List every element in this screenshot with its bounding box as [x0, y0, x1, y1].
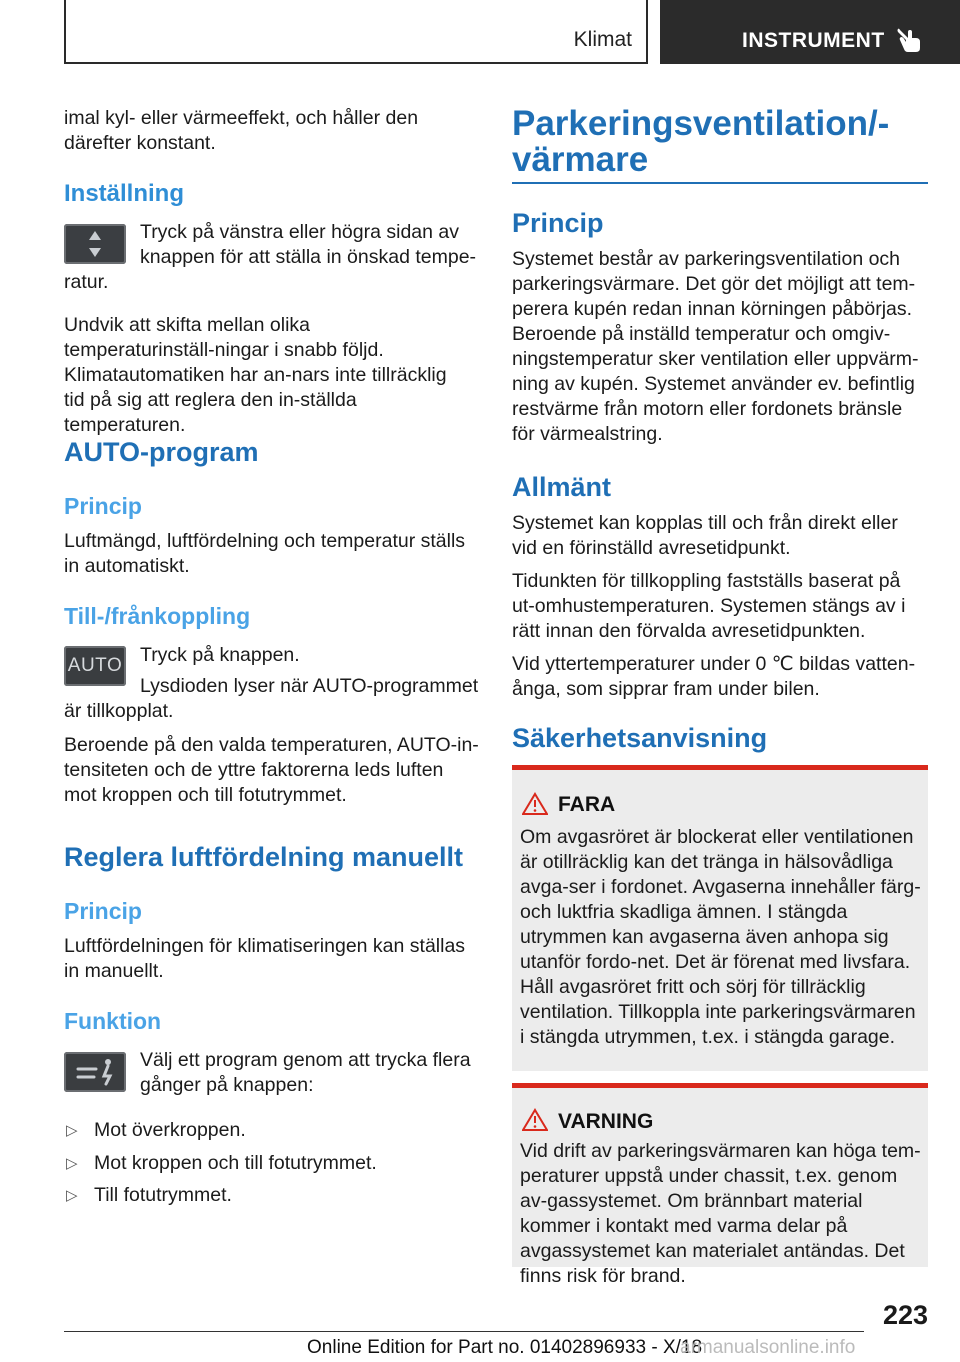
- air-distribution-button: [64, 1052, 126, 1092]
- intro-text: imal kyl- eller värmeeffekt, och håller den därefter konstant.: [64, 107, 419, 154]
- princip-heading-2: Princip: [64, 898, 142, 924]
- princip-text-1: Luftmängd, luftfördelning och temperatur ställs in automatiskt.: [64, 530, 466, 577]
- allmant-heading: Allmänt: [512, 472, 612, 502]
- funktion-heading: Funktion: [64, 1008, 162, 1034]
- princip-heading-right: Princip: [512, 208, 604, 238]
- warning-triangle-icon: [522, 1108, 548, 1132]
- allmant-p3: Vid yttertemperaturer under 0 ℃ bildas vatten-ånga, som sipprar fram under bilen.: [512, 653, 916, 700]
- princip-text-right: Systemet består av parkeringsventilation och parkeringsvärmare. Det gör det möjligt att tem-perera kupén redan innan körningen påbörjas. Beroende på inställd temperatur och omgiv-ningstemperatur sker ventilation eller uppvärm-ning av kupén. Systemet använder ev. befintlig restvärme från motorn eller fordonets bränsle för värmealstring.: [512, 248, 919, 445]
- list-item: Mot kroppen och till fotutrymmet.: [94, 1152, 377, 1174]
- installning-line-1: Tryck på vänstra eller högra sidan av: [140, 221, 460, 243]
- till-text-2a: Lysdioden lyser när AUTO-programmet: [140, 675, 479, 697]
- header-section-title: Klimat: [573, 28, 632, 51]
- warning-bar: [512, 1083, 928, 1088]
- main-title-line-1: Parkeringsventilation/-: [512, 104, 890, 143]
- princip-heading-1: Princip: [64, 493, 142, 519]
- princip-text-2: Luftfördelningen för klimatiseringen kan ställas in manuellt.: [64, 935, 466, 982]
- pointing-hand-icon: [896, 26, 922, 54]
- varning-warning-box: [512, 1083, 928, 1287]
- allmant-p1: Systemet kan kopplas till och från direkt eller vid en förinställd avresetidpunkt.: [512, 512, 898, 559]
- air-distribution-icon: [64, 1052, 126, 1092]
- title-rule: [512, 182, 928, 184]
- warning-triangle-icon: [522, 792, 548, 816]
- up-down-arrows-icon: [64, 224, 126, 264]
- till-text-1: Tryck på knappen.: [140, 644, 300, 666]
- page-number: 223: [882, 1300, 928, 1330]
- temperature-button: [64, 224, 126, 264]
- installning-line-2: knappen för att ställa in önskad tempe-: [140, 246, 477, 268]
- header-chapter-box: [660, 0, 960, 64]
- sakerhet-heading: Säkerhetsanvisning: [512, 723, 768, 753]
- fara-title: FARA: [558, 793, 616, 816]
- list-bullet-icon: ▷: [66, 1155, 78, 1172]
- footer-rule: [64, 1331, 864, 1332]
- edition-text: Online Edition for Part no. 01402896933 - X/18: [307, 1337, 703, 1358]
- watermark-text: armanualsonline.info: [680, 1337, 856, 1358]
- header-section-box: [64, 0, 648, 64]
- main-title-line-2: värmare: [512, 140, 649, 179]
- fara-text: Om avgasröret är blockerat eller ventilationen är otillräcklig kan det tränga in hälsovådliga avga-ser i fordonet. Avgaserna innehåller färg- och luktfria skadliga ämnen. I stängda utrymmen kan avgaserna även anhopa sig utanför fordo-net. Det är förenat med livsfara. Håll avgasröret fritt och sörj för tillräcklig ventilation. Tillkoppla inte parkeringsvärmaren i stängda utrymmen, t.ex. i stängda garage.: [520, 826, 921, 1048]
- list-item: Till fotutrymmet.: [94, 1184, 232, 1206]
- list-item: Mot överkroppen.: [94, 1119, 246, 1141]
- beroende-text: Beroende på den valda temperaturen, AUTO-in-tensiteten och de yttre faktorerna leds luften mot kroppen och till fotutrymmet.: [64, 734, 479, 806]
- funktion-line-2: gånger på knappen:: [140, 1074, 314, 1096]
- warning-bar: [512, 765, 928, 770]
- auto-program-heading: AUTO-program: [64, 437, 259, 467]
- allmant-p2: Tidunkten för tillkoppling fastställs baserat på ut-omhustemperaturen. Systemen stängs av i rätt innan den förvalda avresetidpunkten.: [512, 570, 906, 642]
- funktion-line-1: Välj ett program genom att trycka flera: [140, 1049, 471, 1071]
- till-fran-heading: Till-/frånkoppling: [64, 603, 251, 629]
- auto-button: [64, 646, 126, 686]
- list-bullet-icon: ▷: [66, 1187, 78, 1204]
- installning-line-3: ratur.: [64, 271, 109, 293]
- auto-button-label: AUTO: [67, 655, 123, 676]
- header-chapter-title: INSTRUMENT: [742, 29, 885, 52]
- reglera-heading: Reglera luftfördelning manuellt: [64, 842, 464, 872]
- varning-text: Vid drift av parkeringsvärmaren kan höga tem-peraturer uppstå under chassit, t.ex. genom av-gassystemet. Om brännbart material kommer i kontakt med varma delar på avgassystemet kan materialet antändas. Det finns risk för brand.: [520, 1140, 921, 1287]
- varning-title: VARNING: [558, 1110, 654, 1133]
- list-bullet-icon: ▷: [66, 1122, 78, 1139]
- installning-heading: Inställning: [64, 180, 184, 207]
- undvik-text: Undvik att skifta mellan olika temperaturinställ-ningar i snabb följd. Klimatautomatiken har an-nars inte tillräcklig tid på sig att reglera den in-ställda temperaturen.: [64, 314, 447, 436]
- fara-warning-box: [512, 765, 928, 1071]
- till-text-2b: är tillkopplat.: [64, 700, 174, 722]
